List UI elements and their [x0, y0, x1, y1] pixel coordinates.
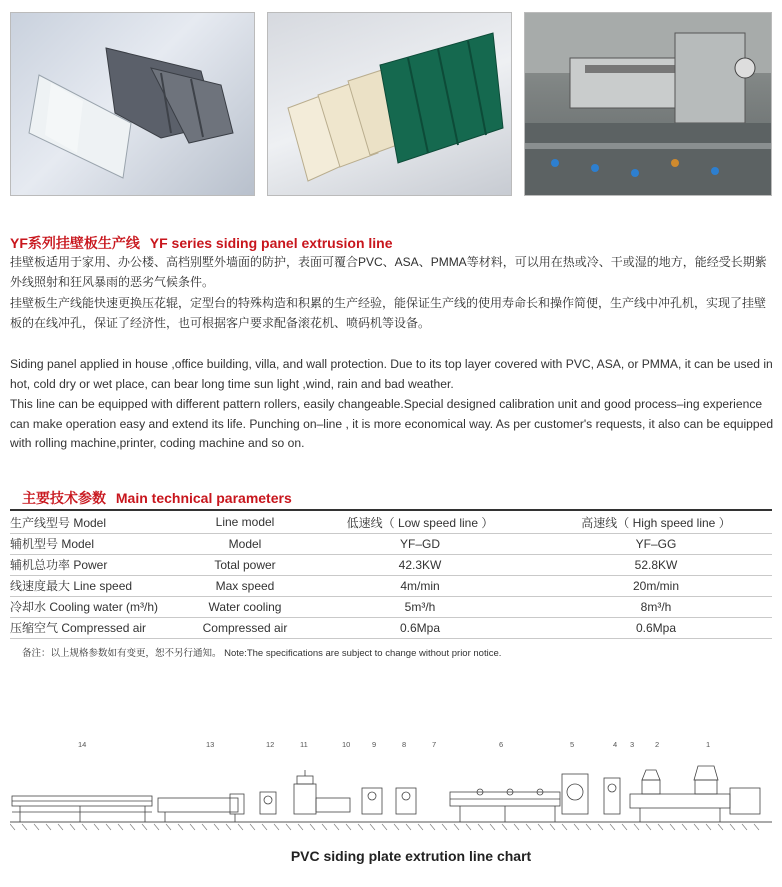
chinese-paragraph-1: 挂壁板适用于家用、办公楼、高档别墅外墙面的防护，表面可覆合PVC、ASA、PMMA等材料，可以用在热或冷、干或湿的地方，能经受长期紫外线照射和狂风暴雨的恶劣气候条件。	[10, 255, 767, 289]
english-paragraph-2: This line can be equipped with different pattern rollers, easily changeable.Special designed calibration unit and good process–ing experience can make operation easy and extend its life. Punching on–line , it is more economical way. As per customer's requests, it also can be equipped with rolling machine,printer, coding machine and so on.	[10, 397, 774, 450]
parameters-table	[10, 512, 772, 639]
table-cell: 20m/min	[540, 575, 772, 596]
table-cell: YF–GD	[300, 533, 540, 554]
table-cell: Water cooling	[190, 596, 300, 617]
diagram-station-number: 13	[206, 740, 215, 749]
diagram-station-number: 1	[706, 740, 711, 749]
english-paragraph-1: Siding panel applied in house ,office building, villa, and wall protection. Due to its top layer covered with PVC, ASA, or PMMA, it can be used in hot, cold dry or wet place, can bear long time sun light ,wind, rain and bad weather.	[10, 357, 773, 391]
production-line-drawing	[10, 740, 772, 832]
diagram-station-number: 7	[432, 740, 437, 749]
table-row	[10, 554, 772, 575]
spec-note: 备注：以上规格参数如有变更，恕不另行通知。 Note:The specifications are subject to change without prior notice.	[22, 648, 502, 659]
product-photos	[10, 12, 772, 196]
section-title-siding-line	[10, 233, 393, 253]
table-cell: Line model	[190, 512, 300, 533]
diagram-station-number: 4	[613, 740, 618, 749]
diagram-station-number: 10	[342, 740, 351, 749]
table-cell: 辅机型号 Model	[10, 533, 190, 554]
table-row	[10, 533, 772, 554]
title-en: YF series siding panel extrusion line	[149, 235, 393, 251]
machinery-illustration	[525, 13, 772, 196]
diagram-station-number: 14	[78, 740, 87, 749]
chinese-paragraph-2: 挂壁板生产线能快速更换压花辊，定型台的特殊构造和积累的生产经验，能保证生产线的使用寿命长和操作简便，生产线中冲孔机，实现了挂壁板的在线冲孔，保证了经济性，也可根据客户要求配备滚花机、喷码机等设备。	[10, 296, 767, 330]
diagram-station-number: 2	[655, 740, 660, 749]
table-cell: 0.6Mpa	[300, 617, 540, 638]
siding-panels-colored-illustration	[268, 13, 512, 196]
photo-siding-panels-grey-white	[10, 12, 255, 196]
diagram-station-number: 6	[499, 740, 504, 749]
title-cn: YF系列挂壁板生产线	[10, 235, 140, 251]
title-cn: 主要技术参数	[22, 490, 106, 506]
table-cell: 52.8KW	[540, 554, 772, 575]
siding-panels-illustration	[11, 13, 255, 196]
diagram-station-number: 11	[300, 740, 308, 749]
diagram-station-number: 3	[630, 740, 635, 749]
table-cell: 辅机总功率 Power	[10, 554, 190, 575]
table-cell: 低速线（ Low speed line ）	[300, 512, 540, 533]
table-cell: Compressed air	[190, 617, 300, 638]
table-cell: 4m/min	[300, 575, 540, 596]
table-cell: 高速线（ High speed line ）	[540, 512, 772, 533]
diagram-station-number: 12	[266, 740, 275, 749]
table-cell: 生产线型号 Model	[10, 512, 190, 533]
table-cell: 0.6Mpa	[540, 617, 772, 638]
table-row	[10, 617, 772, 638]
table-row	[10, 512, 772, 533]
diagram-station-number: 9	[372, 740, 377, 749]
table-cell: 压缩空气 Compressed air	[10, 617, 190, 638]
table-cell: Model	[190, 533, 300, 554]
table-cell: Max speed	[190, 575, 300, 596]
photo-production-line-machinery	[524, 12, 772, 196]
diagram-station-number: 8	[402, 740, 407, 749]
table-cell: 5m³/h	[300, 596, 540, 617]
diagram-station-number: 5	[570, 740, 575, 749]
table-row	[10, 596, 772, 617]
table-cell: YF–GG	[540, 533, 772, 554]
table-cell: 线速度最大 Line speed	[10, 575, 190, 596]
table-cell: 8m³/h	[540, 596, 772, 617]
photo-siding-panels-green-cream	[267, 12, 512, 196]
table-row	[10, 575, 772, 596]
diagram-caption: PVC siding plate extrution line chart	[290, 848, 532, 864]
production-line-diagram	[10, 740, 772, 832]
table-cell: 冷却水 Cooling water (m³/h)	[10, 596, 190, 617]
table-cell: Total power	[190, 554, 300, 575]
title-en: Main technical parameters	[115, 490, 292, 506]
table-top-rule	[10, 509, 772, 511]
table-cell: 42.3KW	[300, 554, 540, 575]
section-title-technical-parameters	[22, 488, 292, 508]
